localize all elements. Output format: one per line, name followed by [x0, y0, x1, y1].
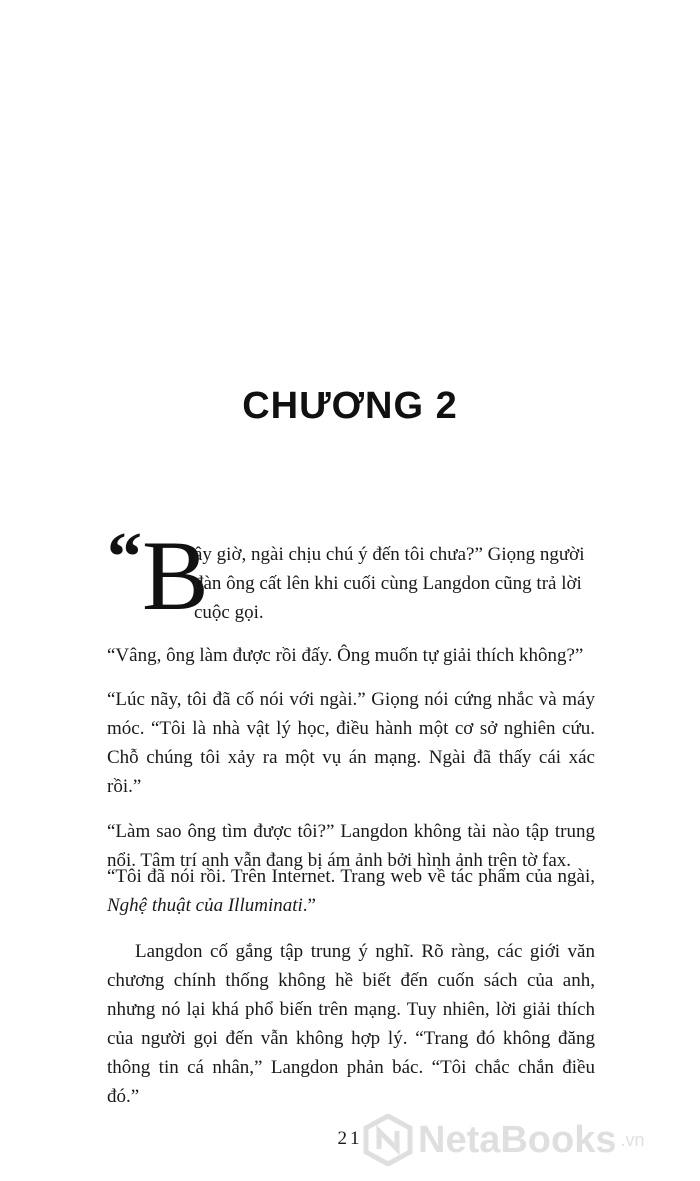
paragraph-5-end: .”: [302, 895, 316, 916]
paragraph-3: “Lúc nãy, tôi đã cố nói với ngài.” Giọng nói cứng nhắc và máy móc. “Tôi là nhà vật lý học, điều hành một cơ sở nghiên cứu. Chỗ chúng tôi xảy ra một vụ án mạng. Ngài đã thấy cái xác rồi.”: [107, 689, 595, 797]
book-title-italic: Nghệ thuật của Illuminati: [107, 895, 303, 916]
chapter-title: CHƯƠNG 2: [242, 385, 458, 427]
paragraph-5-text: “Tôi đã nói rồi. Trên Internet. Trang web về tác phẩm của ngài,: [107, 866, 595, 887]
paragraph-1-line-2: đàn ông cất lên khi cuối cùng Langdon cũng trả lời: [194, 573, 582, 594]
watermark-brand: NetaBooks: [418, 1118, 617, 1161]
paragraph-6: Langdon cố gắng tập trung ý nghĩ. Rõ ràng, các giới văn chương chính thống không hề biết đến cuốn sách của anh, nhưng nó lại khá phổ biến trên mạng. Tuy nhiên, lời giải thích của người gọi đến vẫn không hợp lý. “Trang đó không đăng thông tin cá nhân,” Langdon phản bác. “Tôi chắc chắn điều đó.”: [107, 941, 595, 1107]
paragraph-4: “Làm sao ông tìm được tôi?” Langdon không tài nào tập trung nổi. Tâm trí anh vẫn đang bị ám ảnh bởi hình ảnh trên tờ fax.: [107, 821, 595, 871]
watermark-suffix: .vn: [620, 1129, 645, 1150]
netabooks-logo-icon: [362, 1114, 414, 1166]
watermark: [362, 1110, 645, 1170]
paragraph-1: [194, 540, 594, 627]
opening-quote-mark: “: [107, 519, 142, 596]
paragraph-1-line-3: cuộc gọi.: [194, 602, 264, 623]
paragraph-2: “Vâng, ông làm được rồi đấy. Ông muốn tự giải thích không?”: [107, 645, 584, 666]
paragraph-5: [107, 862, 595, 920]
page-number: 21: [337, 1128, 363, 1149]
drop-cap: [107, 519, 209, 631]
drop-cap-letter: B: [142, 520, 209, 631]
paragraph-1-line-1: ây giờ, ngài chịu chú ý đến tôi chưa?” Giọng người: [194, 544, 585, 565]
